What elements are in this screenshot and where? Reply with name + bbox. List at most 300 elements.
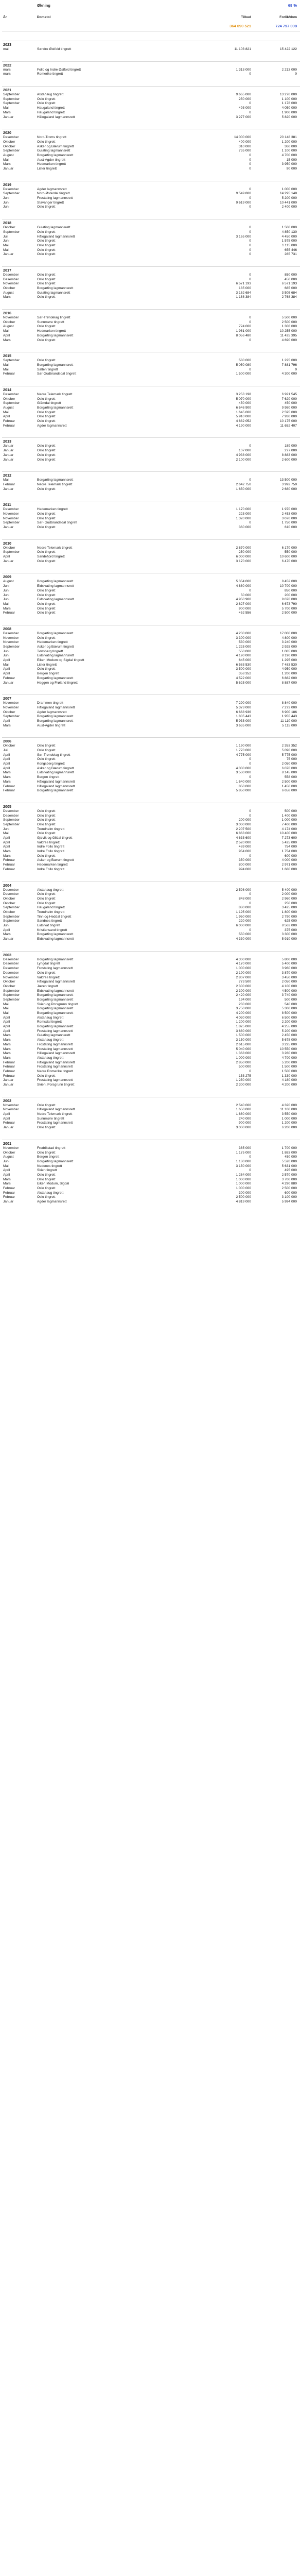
cell-month: Januar xyxy=(3,487,14,491)
cell-settlement: 685 000 xyxy=(285,286,297,290)
cell-offer: 0 xyxy=(249,762,251,766)
table-row xyxy=(2,401,300,406)
cell-month: Juli xyxy=(3,234,8,239)
cell-month: Februar xyxy=(3,1195,15,1199)
table-row xyxy=(2,636,300,641)
cell-month: mars xyxy=(3,67,11,72)
cell-court: Sandefjord tingrett xyxy=(37,555,65,559)
table-row xyxy=(2,487,300,492)
cell-month: Mars xyxy=(3,779,11,784)
table-row xyxy=(2,406,300,411)
year-label: 2013 xyxy=(3,439,11,444)
cell-court: Hålogaland lagmannsrett xyxy=(37,784,75,788)
cell-settlement: 1 500 000 xyxy=(281,226,297,230)
cell-month: September xyxy=(3,230,20,234)
cell-court: Oslo tingrett xyxy=(37,757,56,761)
column-header-settlement: Forlik/dom xyxy=(279,15,297,19)
cell-court: Borgarting lagmannsrett xyxy=(37,363,74,367)
cell-month: Mai xyxy=(3,248,9,252)
cell-settlement: 1 750 000 xyxy=(281,521,297,525)
cell-court: Lister tingrett xyxy=(37,167,57,171)
cell-court: Oslo tingrett xyxy=(37,1187,56,1190)
cell-settlement: 1 000 000 xyxy=(281,187,297,191)
table-row xyxy=(2,252,300,257)
cell-court: Eidsivating lagmannsrett xyxy=(37,937,74,941)
cell-settlement: 7 620 000 xyxy=(281,397,297,401)
cell-offer: 880 000 xyxy=(239,906,251,910)
cell-offer: 200 000 xyxy=(239,818,251,822)
year-group xyxy=(2,573,300,616)
cell-settlement: 1 450 000 xyxy=(281,784,297,788)
year-group xyxy=(2,437,300,462)
cell-settlement: 5 400 000 xyxy=(281,962,297,966)
cell-offer: 4 522 000 xyxy=(236,676,251,680)
table-row xyxy=(2,68,300,73)
table-row xyxy=(2,550,300,555)
cell-settlement: 2 050 000 xyxy=(281,762,297,766)
settlement-sheet xyxy=(0,0,302,1206)
cell-offer: 1 195 000 xyxy=(236,910,251,914)
cell-court: Indre Follo tingrett xyxy=(37,867,65,871)
cell-offer: 1 825 000 xyxy=(236,1025,251,1029)
cell-settlement: 4 050 000 xyxy=(281,106,297,110)
table-row xyxy=(2,823,300,827)
cell-offer: 6 646 900 xyxy=(236,406,251,410)
table-row xyxy=(2,1083,300,1088)
cell-offer: 0 xyxy=(249,205,251,209)
cell-month: September xyxy=(3,914,20,919)
cell-court: Oslo tingrett xyxy=(37,282,56,286)
cell-court: Haugaland tingrett xyxy=(37,906,65,910)
cell-court: Borgarting lagmannsrett xyxy=(37,580,74,584)
table-row xyxy=(2,607,300,612)
table-row xyxy=(2,517,300,521)
table-row xyxy=(2,239,300,244)
cell-month: Mars xyxy=(3,775,11,779)
cell-offer: 350 000 xyxy=(239,858,251,862)
table-row xyxy=(2,1178,300,1182)
table-row xyxy=(2,980,300,985)
year-label: 2021 xyxy=(3,88,11,93)
table-row xyxy=(2,1108,300,1112)
column-header-year: År xyxy=(3,15,7,19)
cell-settlement: 7 930 000 xyxy=(281,415,297,419)
cell-settlement: 3 960 000 xyxy=(281,967,297,971)
cell-court: Indre Follo tingrett xyxy=(37,845,65,849)
cell-settlement: 4 800 000 xyxy=(281,636,297,640)
cell-month: Juni xyxy=(3,588,10,592)
cell-settlement: 5 678 000 xyxy=(281,1038,297,1042)
cell-month: Desember xyxy=(3,892,19,896)
cell-month: April xyxy=(3,1168,10,1173)
table-row xyxy=(2,1070,300,1074)
increase-label: Økning xyxy=(37,3,50,8)
cell-court: Lyngdal tingrett xyxy=(37,962,60,966)
table-row xyxy=(2,814,300,819)
column-header-offer: Tilbud xyxy=(241,15,251,19)
year-label: 2009 xyxy=(3,574,11,580)
cell-settlement: 450 000 xyxy=(285,401,297,405)
cell-settlement: 6 900 186 xyxy=(281,710,297,714)
cell-court: Oslo tingrett xyxy=(37,667,56,671)
cell-offer: 2 520 000 xyxy=(236,840,251,844)
cell-month: November xyxy=(3,640,19,645)
table-row xyxy=(2,971,300,976)
cell-month: Oktober xyxy=(3,144,15,148)
cell-settlement: 10 441 000 xyxy=(279,200,297,205)
cell-month: April xyxy=(3,845,10,849)
cell-settlement: 3 700 000 xyxy=(281,1177,297,1181)
cell-settlement: 4 255 000 xyxy=(281,1025,297,1029)
year-group xyxy=(2,625,300,685)
cell-offer: 4 950 900 xyxy=(236,598,251,602)
table-row xyxy=(2,598,300,602)
cell-offer: 4 200 000 xyxy=(236,631,251,635)
cell-month: August xyxy=(3,291,14,295)
table-row xyxy=(2,749,300,753)
cell-offer: 0 xyxy=(249,110,251,114)
cell-court: Heggen og Frøland tingrett xyxy=(37,681,78,685)
cell-court: Romerike tingrett xyxy=(37,72,63,76)
table-row xyxy=(2,868,300,872)
cell-month: Mars xyxy=(3,771,11,775)
cell-month: Mai xyxy=(3,1002,9,1006)
cell-court: Oslo tingrett xyxy=(37,252,56,257)
cell-court: Oslo tingrett xyxy=(37,325,56,329)
cell-month: Januar xyxy=(3,1078,14,1082)
cell-offer: 3 000 000 xyxy=(236,1126,251,1130)
table-row xyxy=(2,640,300,645)
cell-offer: 3 635 000 xyxy=(236,723,251,727)
table-row xyxy=(2,858,300,863)
cell-court: Hålogaland lagmannsrett xyxy=(37,1060,75,1064)
cell-court: Oslo tingrett xyxy=(37,971,56,975)
table-row xyxy=(2,771,300,775)
cell-offer: 4 330 000 xyxy=(236,937,251,941)
table-row xyxy=(2,589,300,594)
cell-court: Oslo tingrett xyxy=(37,901,56,905)
cell-month: April xyxy=(3,333,10,337)
cell-court: Hedmarken tingrett xyxy=(37,162,66,166)
cell-month: Mars xyxy=(3,723,11,727)
cell-month: April xyxy=(3,1029,10,1033)
cell-court: Nedenes tingrett xyxy=(37,1164,62,1168)
table-row xyxy=(2,897,300,902)
cell-court: Eidsivating lagmannsrett xyxy=(37,771,74,775)
table-row xyxy=(2,580,300,584)
table-row xyxy=(2,818,300,823)
cell-month: September xyxy=(3,822,20,826)
cell-settlement: 3 505 684 xyxy=(281,291,297,295)
table-row xyxy=(2,1117,300,1122)
cell-offer: 1 000 000 xyxy=(236,1187,251,1190)
cell-settlement: 5 994 000 xyxy=(281,1200,297,1204)
year-group xyxy=(2,86,300,120)
cell-month: Oktober xyxy=(3,980,15,984)
cell-offer: 2 870 000 xyxy=(236,546,251,550)
cell-offer: 3 000 000 xyxy=(236,822,251,826)
cell-settlement: 610 000 xyxy=(285,526,297,529)
cell-offer: 1 770 000 xyxy=(236,749,251,752)
cell-settlement: 2 213 000 xyxy=(281,67,297,72)
table-row xyxy=(2,962,300,967)
cell-offer: 2 500 000 xyxy=(236,1195,251,1199)
cell-month: April xyxy=(3,928,10,932)
year-group xyxy=(2,694,300,728)
table-row xyxy=(2,512,300,517)
cell-offer: 230 000 xyxy=(239,1002,251,1006)
cell-month: April xyxy=(3,555,10,559)
cell-court: Asker og Bærum tingrett xyxy=(37,858,74,862)
cell-offer: 8 056 480 xyxy=(236,333,251,337)
cell-month: April xyxy=(3,1020,10,1024)
table-row xyxy=(2,989,300,994)
cell-settlement: 2 450 000 xyxy=(281,1033,297,1038)
cell-court: Alstahaug tingrett xyxy=(37,1056,64,1060)
cell-settlement: 5 631 000 xyxy=(281,1164,297,1168)
cell-offer: 0 xyxy=(249,162,251,166)
cell-settlement: 3 950 000 xyxy=(281,162,297,166)
cell-offer: 0 xyxy=(249,230,251,234)
cell-court: Oslo tingrett xyxy=(37,606,56,611)
cell-month: April xyxy=(3,753,10,757)
cell-settlement: 9 980 000 xyxy=(281,406,297,410)
cell-settlement: 2 500 000 xyxy=(281,611,297,615)
cell-court: Oslo tingrett xyxy=(37,593,56,597)
table-row xyxy=(2,140,300,145)
cell-court: Asker og Bærum tingrett xyxy=(37,645,74,649)
cell-offer: 5 050 080 xyxy=(236,363,251,367)
cell-court: Oslo tingrett xyxy=(37,854,56,858)
cell-offer: 3 680 000 xyxy=(236,1029,251,1033)
table-row xyxy=(2,910,300,915)
table-row xyxy=(2,919,300,924)
table-row xyxy=(2,1056,300,1061)
cell-settlement: 2 790 000 xyxy=(281,914,297,919)
cell-month: August xyxy=(3,406,14,410)
cell-offer: 1 313 000 xyxy=(236,67,251,72)
cell-settlement: 450 000 xyxy=(285,277,297,281)
cell-court: Oslo tingrett xyxy=(37,636,56,640)
cell-month: Januar xyxy=(3,252,14,257)
cell-settlement: 2 768 384 xyxy=(281,295,297,299)
cell-month: Februar xyxy=(3,1060,15,1064)
cell-offer: 5 354 000 xyxy=(236,580,251,584)
cell-offer: 4 775 000 xyxy=(236,753,251,757)
cell-offer: 1 368 000 xyxy=(236,1052,251,1056)
table-row xyxy=(2,902,300,906)
year-group xyxy=(2,266,300,300)
cell-offer: 4 300 000 xyxy=(236,957,251,961)
cell-court: Gulating lagmannsrett xyxy=(37,226,70,230)
cell-offer: 1 180 000 xyxy=(236,1159,251,1163)
cell-month: Oktober xyxy=(3,901,15,905)
cell-month: Mars xyxy=(3,1182,11,1186)
table-row xyxy=(2,196,300,201)
cell-settlement: 2 500 000 xyxy=(281,779,297,784)
table-row xyxy=(2,93,300,97)
table-row xyxy=(2,1168,300,1173)
cell-month: Desember xyxy=(3,967,19,971)
cell-settlement: 1 500 000 xyxy=(281,1069,297,1073)
cell-offer: 550 000 xyxy=(239,933,251,937)
cell-court: Eiker, Modum, Sigdal xyxy=(37,1182,69,1186)
cell-settlement: 600 000 xyxy=(285,1191,297,1195)
table-row xyxy=(2,715,300,719)
table-row xyxy=(2,444,300,449)
table-row xyxy=(2,192,300,196)
table-row xyxy=(2,676,300,681)
table-row xyxy=(2,248,300,253)
table-row xyxy=(2,1029,300,1034)
cell-settlement: 1 200 000 xyxy=(281,140,297,144)
cell-court: Gulating lagmannsrett xyxy=(37,149,70,153)
year-group xyxy=(2,1097,300,1130)
cell-court: Oslo tingrett xyxy=(37,359,56,363)
cell-month: Desember xyxy=(3,957,19,961)
cell-month: Februar xyxy=(3,482,15,486)
year-label: 2010 xyxy=(3,540,11,546)
cell-month: August xyxy=(3,580,14,584)
cell-settlement: 5 200 000 xyxy=(281,1029,297,1033)
cell-month: September xyxy=(3,989,20,993)
cell-month: Januar xyxy=(3,167,14,171)
cell-month: Juni xyxy=(3,205,10,209)
cell-court: Gjøvik og Gildal tingrett xyxy=(37,836,73,840)
increase-value: 69 % xyxy=(288,3,297,8)
table-row xyxy=(2,958,300,962)
cell-offer: 2 300 000 xyxy=(236,984,251,988)
cell-court: Trondheim tingrett xyxy=(37,910,65,914)
cell-settlement: 8 190 000 xyxy=(281,654,297,658)
year-label: 2015 xyxy=(3,353,11,359)
cell-settlement: 7 483 530 xyxy=(281,663,297,667)
table-row xyxy=(2,854,300,859)
cell-offer: 3 170 000 xyxy=(236,559,251,563)
table-row xyxy=(2,1187,300,1191)
cell-settlement: 2 400 000 xyxy=(281,205,297,209)
cell-settlement: 1 225 000 xyxy=(281,359,297,363)
year-label: 2008 xyxy=(3,626,11,631)
cell-court: Glåmdal tingrett xyxy=(37,401,61,405)
table-row xyxy=(2,888,300,893)
cell-settlement: 4 450 000 xyxy=(281,234,297,239)
cell-month: mai xyxy=(3,47,9,51)
cell-offer: 0 xyxy=(249,239,251,243)
cell-month: April xyxy=(3,1025,10,1029)
cell-offer: 1 320 000 xyxy=(236,516,251,520)
cell-offer: 3 165 000 xyxy=(236,234,251,239)
cell-court: Agder lagmannsrett xyxy=(37,1200,67,1204)
cell-offer: 6 000 000 xyxy=(236,555,251,559)
table-row xyxy=(2,667,300,672)
cell-settlement: 1 306 000 xyxy=(281,325,297,329)
cell-court: Eidsivating lagmannsrett xyxy=(37,654,74,658)
cell-month: Januar xyxy=(3,1126,14,1130)
cell-offer: 2 598 000 xyxy=(236,888,251,892)
table-row xyxy=(2,863,300,868)
table-row xyxy=(2,937,300,942)
table-row xyxy=(2,645,300,650)
cell-settlement: 6 170 000 xyxy=(281,546,297,550)
cell-court: Agder lagmannsrett xyxy=(37,710,67,714)
cell-month: Mai xyxy=(3,329,9,333)
cell-offer: 4 000 000 xyxy=(236,766,251,770)
cell-court: Oslo tingrett xyxy=(37,338,56,342)
table-row xyxy=(2,594,300,598)
cell-court: Stavanger tingrett xyxy=(37,200,64,205)
cell-settlement: 375 000 xyxy=(285,928,297,932)
cell-settlement: 17 000 000 xyxy=(279,631,297,635)
cell-offer: 0 xyxy=(249,1168,251,1173)
cell-settlement: 1 400 000 xyxy=(281,814,297,818)
cell-court: Alstahaug tingrett xyxy=(37,1191,64,1195)
cell-settlement: 10 175 000 xyxy=(279,419,297,423)
cell-settlement: 4 500 000 xyxy=(281,989,297,993)
table-row xyxy=(2,329,300,334)
cell-offer: 2 420 000 xyxy=(236,993,251,997)
cell-settlement: 4 700 000 xyxy=(281,153,297,157)
table-row xyxy=(2,1160,300,1164)
cell-settlement: 5 115 000 xyxy=(282,723,297,727)
cell-court: Frostating lagmannsrett xyxy=(37,967,73,971)
cell-month: Februar xyxy=(3,863,15,867)
cell-offer: 0 xyxy=(249,226,251,230)
cell-settlement: 2 960 000 xyxy=(281,896,297,901)
table-row xyxy=(2,526,300,530)
cell-court: Borgarting lagmannsrett xyxy=(37,1011,74,1015)
cell-court: Frostating lagmannsrett xyxy=(37,1078,73,1082)
cell-offer: 5 040 000 xyxy=(236,1047,251,1051)
cell-settlement: 2 500 000 xyxy=(281,320,297,324)
table-row xyxy=(2,1155,300,1160)
cell-court: Oslo tingrett xyxy=(37,814,56,818)
cell-settlement: 5 400 000 xyxy=(281,888,297,892)
year-group xyxy=(2,501,300,530)
cell-court: Oslo tingrett xyxy=(37,277,56,281)
cell-month: Januar xyxy=(3,1083,14,1087)
cell-settlement: 0 xyxy=(295,72,297,76)
table-row xyxy=(2,928,300,933)
table-row xyxy=(2,325,300,329)
cell-court: Oslo tingrett xyxy=(37,1195,56,1199)
table-row xyxy=(2,449,300,453)
table-row xyxy=(2,850,300,854)
year-group xyxy=(2,181,300,210)
cell-court: Skien og Porsgrunn tingrett xyxy=(37,1002,78,1006)
cell-court: Frostating lagmannsrett xyxy=(37,1042,73,1046)
cell-offer: 0 xyxy=(249,892,251,896)
cell-settlement: 625 000 xyxy=(285,919,297,923)
cell-settlement: 13 500 000 xyxy=(279,478,297,482)
cell-month: November xyxy=(3,516,19,520)
cell-offer: 5 910 000 xyxy=(236,415,251,419)
cell-offer: 185 000 xyxy=(239,286,251,290)
cell-court: Sandnes tingrett xyxy=(37,919,62,923)
table-row xyxy=(2,154,300,158)
cell-court: Bergen tingrett xyxy=(37,672,60,676)
cell-settlement: 277 000 xyxy=(285,449,297,453)
cell-settlement: 8 145 000 xyxy=(281,771,297,775)
table-row xyxy=(2,320,300,325)
cell-offer: 0 xyxy=(249,320,251,324)
table-row xyxy=(2,1195,300,1200)
cell-month: Desember xyxy=(3,135,19,140)
cell-court: Hedemarken tingrett xyxy=(37,640,68,645)
cell-court: Oslo tingrett xyxy=(37,512,56,516)
cell-month: November xyxy=(3,975,19,979)
table-row xyxy=(2,201,300,206)
